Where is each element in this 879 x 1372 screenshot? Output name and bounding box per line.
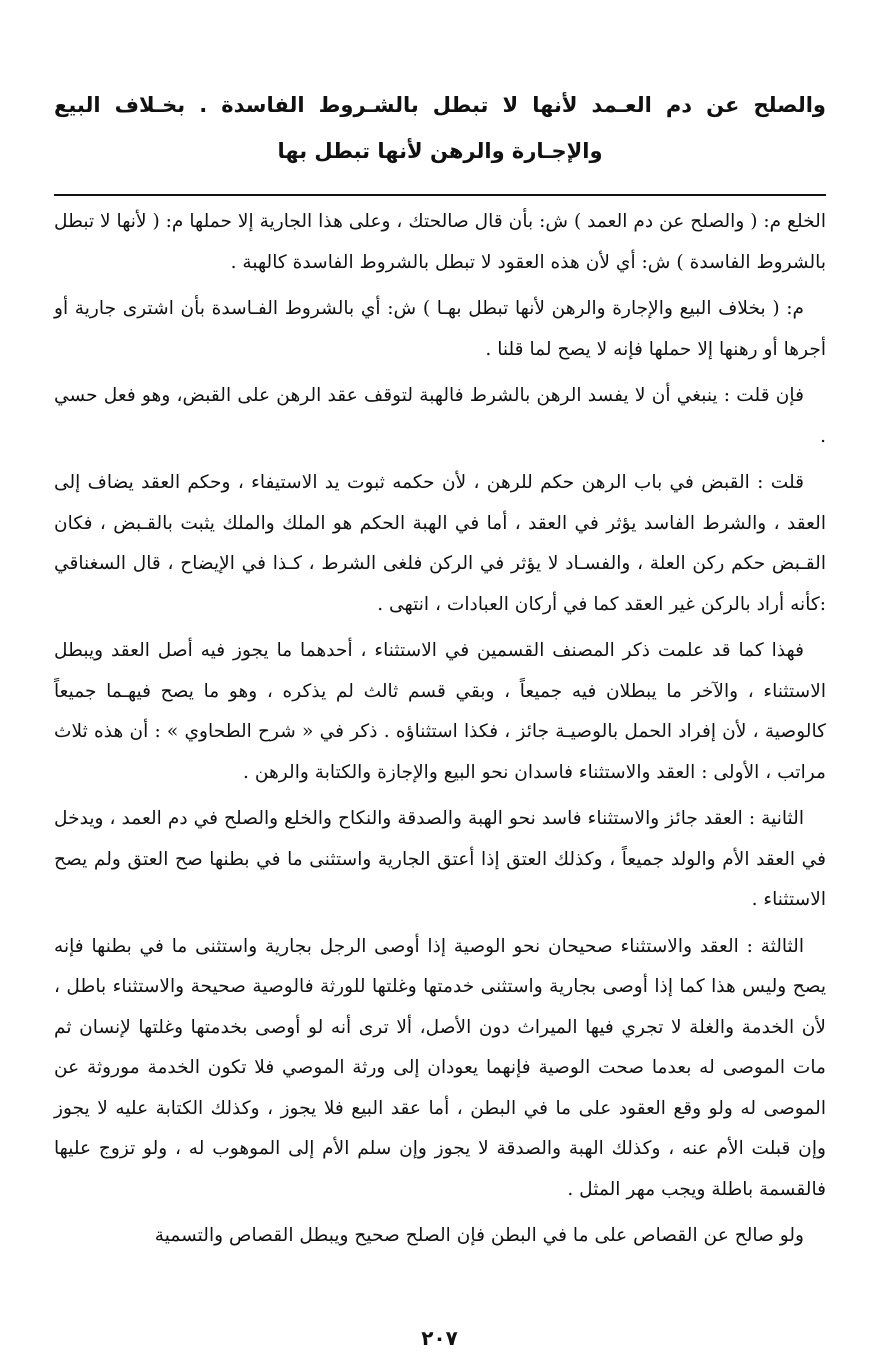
matn-text: والصلح عن دم العـمد لأنها لا تبطل بالشـروط الفاسدة . بخـلاف البيع والإجـارة والرهن لأنها تبطل بها [54, 93, 826, 163]
commentary-paragraph: م: ( بخلاف البيع والإجارة والرهن لأنها تبطل بهـا ) ش: أي بالشروط الفـاسدة بأن اشترى جارية أو أجرها أو رهنها إلا حملها فإنه لا يصح لما قلنا . [54, 298, 826, 360]
commentary-paragraph: الخلع م: ( والصلح عن دم العمد ) ش: بأن قال صالحتك ، وعلى هذا الجارية إلا حملها م: ( لأنها لا تبطل بالشروط الفاسدة ) ش: أي لأن هذه العقود لا تبطل بالشروط الفاسدة كالهبة . [54, 211, 826, 273]
commentary-paragraph: الثانية : العقد جائز والاستثناء فاسد نحو الهبة والصدقة والنكاح والخلع والصلح في دم العمد ، ويدخل في العقد الأم والولد جميعاً ، وكذلك العتق إذا أعتق الجارية واستثنى ما في بطنها صح العتق ولم يصح الاستثناء . [54, 808, 826, 910]
commentary-paragraph: الثالثة : العقد والاستثناء صحيحان نحو الوصية إذا أوصى الرجل بجارية واستثنى ما في بطنها فإنه يصح وليس هذا كما إذا أوصى بجارية واستثنى خدمتها وغلتها للورثة فالوصية صحيحة والاستثناء باطل ، لأن الخدمة والغلة لا تجري فيها الميراث دون الأصل، ألا ترى أنه لو أوصى بخدمتها وغلتها لإنسان ثم مات الموصى له بعدما صحت الوصية فإنهما يعودان إلى ورثة الموصي فلا تكون الخدمة موروثة عن الموصى له ولو وقع العقود على ما في البطن ، أما عقد البيع فلا يجوز ، وكذلك الكتابة عليه لا يجوز وإن قبلت الأم عنه ، وكذلك الهبة والصدقة لا يجوز وإن سلم الأم إلى الموهوب له ، ولو تزوج عليها فالقسمة باطلة ويجب مهر المثل . [54, 935, 826, 1200]
commentary-paragraph: فإن قلت : ينبغي أن لا يفسد الرهن بالشرط فالهبة لتوقف عقد الرهن على القبض، وهو فعل حسي . [54, 385, 826, 447]
commentary-paragraph: قلت : القبض في باب الرهن حكم للرهن ، لأن حكمه ثبوت يد الاستيفاء ، وحكم العقد يضاف إلى العقد ، والشرط الفاسد يؤثر في العقد ، أما في الهبة الحكم هو الملك والملك يثبت بالقـبض ، فكان القـبض حكم ركن العلة ، والفسـاد لا يؤثر في الركن فلغى الشرط ، كـذا في الإيضاح ، قال السغناقي :كأنه أراد بالركن غير العقد كما في أركان العبادات ، انتهى . [54, 472, 826, 615]
divider-rule [54, 194, 826, 196]
commentary-section [54, 202, 826, 1257]
page-number: ٢٠٧ [421, 1326, 458, 1350]
commentary-paragraph: فهذا كما قد علمت ذكر المصنف القسمين في الاستثناء ، أحدهما ما يجوز فيه أصل العقد ويبطل الاستثناء ، والآخر ما يبطلان فيه جميعاً ، وبقي قسم ثالث لم يذكره ، وهو ما يصح فيهـما جميعاً كالوصية ، لأن إفراد الحمل بالوصيـة جائز ، فكذا استثناؤه . ذكر في « شرح الطحاوي » : أن هذه ثلاث مراتب ، الأولى : العقد والاستثناء فاسدان نحو البيع والإجازة والكتابة والرهن . [54, 640, 826, 783]
page-body [54, 78, 826, 1358]
commentary-paragraph: ولو صالح عن القصاص على ما في البطن فإن الصلح صحيح ويبطل القصاص والتسمية [154, 1225, 804, 1246]
